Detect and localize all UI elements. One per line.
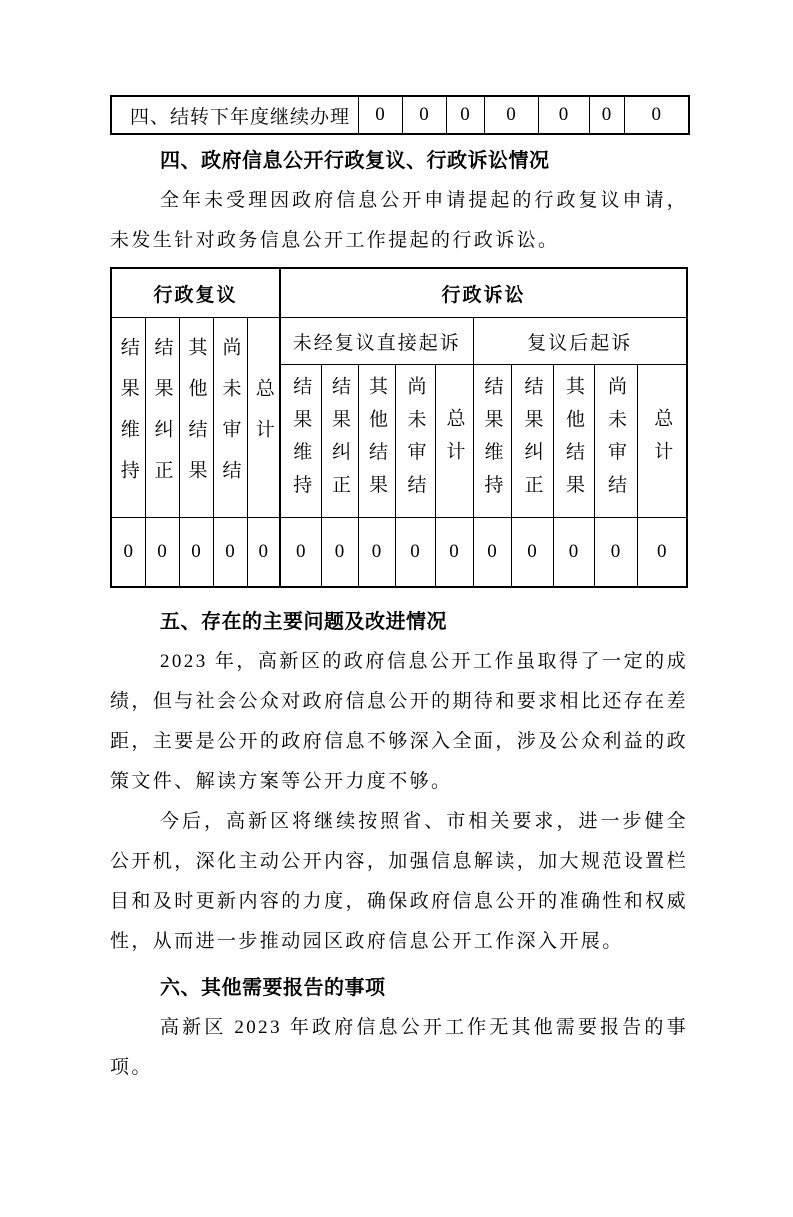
table-value: 0 xyxy=(473,518,511,588)
carryover-value: 0 xyxy=(402,96,446,134)
table-value: 0 xyxy=(395,518,435,588)
carryover-value: 0 xyxy=(589,96,624,134)
review-col-header: 结果纠正 xyxy=(145,318,179,518)
review-group-header: 行政复议 xyxy=(111,268,280,318)
table-value: 0 xyxy=(280,518,321,588)
table-value: 0 xyxy=(111,518,145,588)
table-value: 0 xyxy=(179,518,213,588)
carryover-row xyxy=(111,96,689,134)
review-col-header: 尚未审结 xyxy=(213,318,247,518)
table-value: 0 xyxy=(358,518,395,588)
section5-paragraph-2: 今后，高新区将继续按照省、市相关要求，进一步健全公开机，深化主动公开内容，加强信息解读，加大规范设置栏目和及时更新内容的力度，确保政府信息公开的准确性和权威性，从而进一步推动园区政府信息公开工作深入开展。 xyxy=(110,811,688,952)
direct-col-header: 总计 xyxy=(435,365,473,518)
table-value: 0 xyxy=(511,518,553,588)
direct-suit-subheader: 未经复议直接起诉 xyxy=(280,318,473,365)
table-value: 0 xyxy=(247,518,280,588)
review-col-header: 结果维持 xyxy=(111,318,145,518)
litigation-table xyxy=(110,267,688,588)
table-value: 0 xyxy=(553,518,594,588)
section4-paragraph: 全年未受理因政府信息公开申请提起的行政复议申请，未发生针对政务信息公开工作提起的行政诉讼。 xyxy=(110,190,688,251)
carryover-value: 0 xyxy=(484,96,538,134)
section6-heading: 六、其他需要报告的事项 xyxy=(160,977,386,999)
after-col-header: 结果维持 xyxy=(473,365,511,518)
section6-paragraph: 高新区 2023 年政府信息公开工作无其他需要报告的事项。 xyxy=(110,1017,688,1078)
after-col-header: 其他结果 xyxy=(553,365,594,518)
table-value: 0 xyxy=(435,518,473,588)
table-value: 0 xyxy=(594,518,637,588)
carryover-label: 四、结转下年度继续办理 xyxy=(111,96,358,134)
carryover-table xyxy=(110,95,690,135)
review-col-header: 其他结果 xyxy=(179,318,213,518)
table-value: 0 xyxy=(321,518,358,588)
direct-col-header: 结果维持 xyxy=(280,365,321,518)
direct-col-header: 结果纠正 xyxy=(321,365,358,518)
section4-heading: 四、政府信息公开行政复议、行政诉讼情况 xyxy=(160,150,550,172)
subgroup-header-row xyxy=(111,318,687,365)
direct-col-header: 尚未审结 xyxy=(395,365,435,518)
after-col-header: 结果纠正 xyxy=(511,365,553,518)
table-value: 0 xyxy=(145,518,179,588)
after-col-header: 总计 xyxy=(637,365,687,518)
direct-col-header: 其他结果 xyxy=(358,365,395,518)
after-review-suit-subheader: 复议后起诉 xyxy=(473,318,687,365)
document-page xyxy=(110,95,688,1088)
section5-paragraph-1: 2023 年，高新区的政府信息公开工作虽取得了一定的成绩，但与社会公众对政府信息公开的期待和要求相比还存在差距，主要是公开的政府信息不够深入全面，涉及公众利益的政策文件、解读方案等公开力度不够。 xyxy=(110,651,688,792)
table-value: 0 xyxy=(213,518,247,588)
values-row xyxy=(111,518,687,588)
carryover-value: 0 xyxy=(538,96,589,134)
after-col-header: 尚未审结 xyxy=(594,365,637,518)
review-col-header: 总计 xyxy=(247,318,280,518)
lawsuit-group-header: 行政诉讼 xyxy=(280,268,687,318)
table-value: 0 xyxy=(637,518,687,588)
carryover-value: 0 xyxy=(358,96,402,134)
carryover-value: 0 xyxy=(446,96,484,134)
carryover-value: 0 xyxy=(624,96,689,134)
section5-heading: 五、存在的主要问题及改进情况 xyxy=(160,611,447,633)
group-header-row xyxy=(111,268,687,318)
